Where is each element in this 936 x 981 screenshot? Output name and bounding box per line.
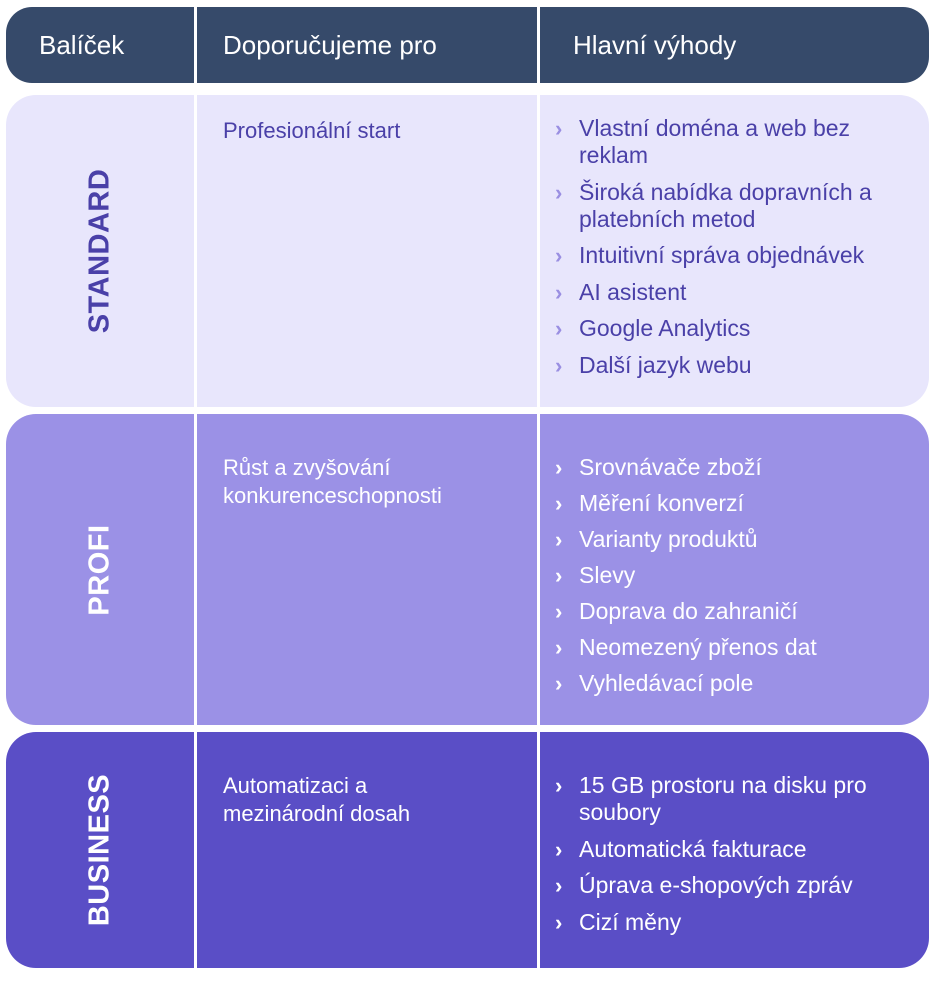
package-cell	[6, 95, 197, 407]
benefit-text: Slevy	[579, 562, 636, 588]
benefit-text: Intuitivní správa objednávek	[579, 242, 865, 268]
list-item	[553, 772, 873, 826]
list-item	[553, 836, 919, 863]
chevron-right-icon: ›	[555, 599, 563, 624]
benefit-text: Google Analytics	[579, 315, 751, 341]
chevron-right-icon: ›	[555, 773, 563, 798]
header-main-benefits: Hlavní výhody	[573, 29, 737, 60]
table-row-profi	[6, 414, 929, 725]
chevron-right-icon: ›	[555, 671, 563, 696]
chevron-right-icon: ›	[555, 563, 563, 588]
benefit-text: Široká nabídka dopravních a platebních metod	[579, 178, 872, 232]
recommended-for-text: Profesionální start	[223, 118, 401, 143]
header-package: Balíček	[6, 7, 197, 83]
chevron-right-icon: ›	[555, 316, 563, 341]
list-item	[553, 279, 919, 306]
chevron-right-icon: ›	[555, 527, 563, 552]
benefit-text: Úprava e-shopových zpráv	[579, 872, 853, 898]
list-item	[553, 598, 919, 625]
package-cell	[6, 414, 197, 725]
chevron-right-icon: ›	[555, 179, 563, 205]
benefits-list	[553, 772, 919, 936]
recommended-for-text: Automatizaci a mezinárodní dosah	[223, 773, 411, 826]
benefits-cell	[540, 95, 929, 407]
chevron-right-icon: ›	[555, 836, 563, 862]
package-name: STANDARD	[83, 168, 116, 334]
list-item	[553, 909, 919, 936]
benefits-cell	[540, 732, 929, 968]
package-cell	[6, 732, 197, 968]
benefit-text: Cizí měny	[579, 908, 682, 935]
list-item	[553, 526, 919, 553]
benefit-text: Měření konverzí	[579, 490, 744, 516]
recommended-cell	[197, 732, 540, 968]
table-header	[6, 7, 929, 83]
list-item	[553, 634, 919, 661]
benefit-text: Vyhledávací pole	[579, 670, 754, 696]
benefit-text: Automatická fakturace	[579, 835, 807, 862]
benefit-text: Doprava do zahraničí	[579, 598, 798, 624]
benefits-list	[553, 454, 919, 697]
chevron-right-icon: ›	[555, 635, 563, 660]
recommended-cell	[197, 95, 540, 407]
list-item	[553, 179, 903, 233]
chevron-right-icon: ›	[555, 243, 563, 268]
list-item	[553, 490, 919, 517]
benefit-text: Neomezený přenos dat	[579, 634, 817, 660]
benefit-text: Další jazyk webu	[579, 351, 752, 378]
chevron-right-icon: ›	[555, 352, 563, 378]
table-row-standard	[6, 95, 929, 407]
benefit-text: Srovnávače zboží	[579, 454, 762, 480]
list-item	[553, 454, 919, 481]
chevron-right-icon: ›	[555, 491, 563, 516]
chevron-right-icon: ›	[555, 455, 563, 480]
chevron-right-icon: ›	[555, 909, 563, 935]
benefits-cell	[540, 414, 929, 725]
benefit-text: Varianty produktů	[579, 526, 758, 552]
chevron-right-icon: ›	[555, 116, 563, 141]
chevron-right-icon: ›	[555, 279, 563, 305]
recommended-for-text: Růst a zvyšování konkurenceschopnosti	[223, 455, 442, 508]
list-item	[553, 115, 853, 169]
package-name: PROFI	[83, 523, 116, 616]
list-item	[553, 562, 919, 589]
header-recommended-for: Doporučujeme pro	[197, 7, 540, 83]
recommended-cell	[197, 414, 540, 725]
list-item	[553, 872, 919, 899]
list-item	[553, 352, 919, 379]
package-name: BUSINESS	[83, 773, 116, 927]
list-item	[553, 670, 919, 697]
benefit-text: Vlastní doména a web bez reklam	[579, 115, 851, 168]
benefit-text: AI asistent	[579, 278, 687, 305]
table-row-business	[6, 732, 929, 968]
list-item	[553, 315, 919, 342]
chevron-right-icon: ›	[555, 873, 563, 898]
benefit-text: 15 GB prostoru na disku pro soubory	[579, 772, 867, 825]
list-item	[553, 242, 919, 269]
benefits-list	[553, 115, 919, 379]
